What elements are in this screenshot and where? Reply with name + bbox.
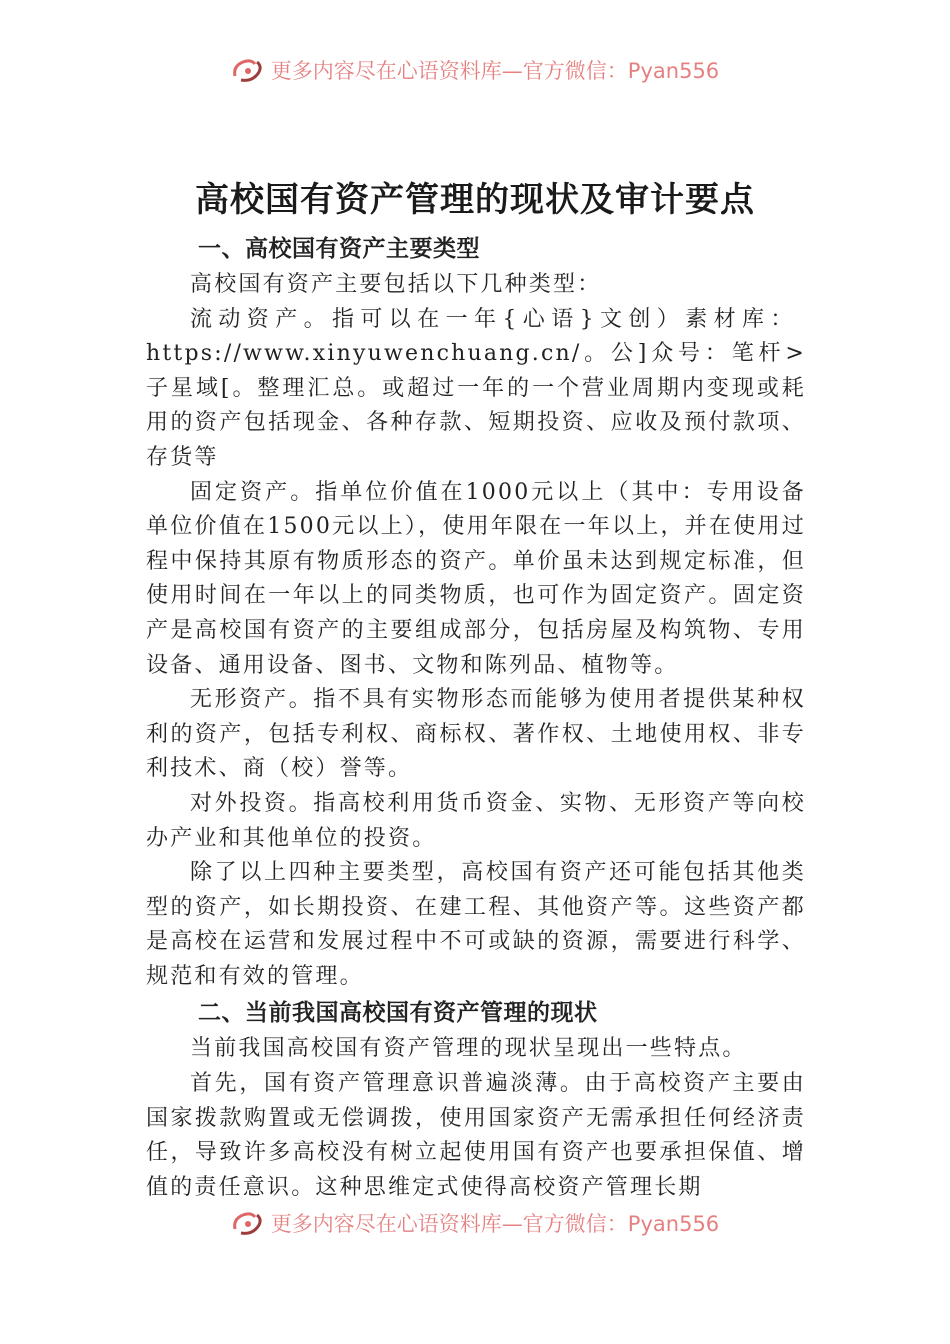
brand-logo-icon — [231, 1209, 265, 1237]
document-body — [146, 230, 806, 1205]
document-title: 高校国有资产管理的现状及审计要点 — [195, 180, 755, 220]
paragraph: 流动资产。指可以在一年{心语}文创）素材库： — [190, 306, 799, 332]
brand-logo-icon — [231, 56, 265, 84]
footer-watermark-banner — [0, 1205, 950, 1241]
section-heading: 一、高校国有资产主要类型 — [198, 236, 480, 262]
paragraph: 首先，国有资产管理意识普遍淡薄。由于高校资产主要由国家拨款购置或无偿调拨，使用国家资产无需承担任何经济责任，导致许多高校没有树立起使用国有资产也要承担保值、增值的责任意识。这种思维定式使得高校资产管理长期 — [146, 1071, 806, 1200]
paragraph: 无形资产。指不具有实物形态而能够为使用者提供某种权利的资产，包括专利权、商标权、著作权、土地使用权、非专利技术、商（校）誉等。 — [146, 687, 806, 782]
section-heading: 二、当前我国高校国有资产管理的现状 — [198, 1000, 598, 1027]
header-watermark-text: 更多内容尽在心语资料库—官方微信：Pyan556 — [270, 59, 720, 83]
header-watermark-banner — [0, 52, 950, 88]
footer-watermark-text: 更多内容尽在心语资料库—官方微信：Pyan556 — [270, 1212, 720, 1236]
paragraph: https://www.xinyuwenchuang.cn/。公]众号：笔杆>子星域[。整理汇总。或超过一年的一个营业周期内变现或耗用的资产包括现金、各种存款、短期投资、应收及预付款项、存货等 — [146, 341, 806, 470]
paragraph: 除了以上四种主要类型，高校国有资产还可能包括其他类型的资产，如长期投资、在建工程、其他资产等。这些资产都是高校在运营和发展过程中不可或缺的资源，需要进行科学、规范和有效的管理。 — [146, 860, 806, 989]
paragraph: 对外投资。指高校利用货币资金、实物、无形资产等向校办产业和其他单位的投资。 — [146, 790, 806, 851]
paragraph: 高校国有资产主要包括以下几种类型： — [190, 272, 602, 297]
paragraph: 固定资产。指单位价值在1000元以上（其中：专用设备单位价值在1500元以上），使用年限在一年以上，并在使用过程中保持其原有物质形态的资产。单价虽未达到规定标准，但使用时间在一年以上的同类物质，也可作为固定资产。固定资产是高校国有资产的主要组成部分，包括房屋及构筑物、专用设备、通用设备、图书、文物和陈列品、植物等。 — [146, 479, 806, 678]
paragraph: 当前我国高校国有资产管理的现状呈现出一些特点。 — [190, 1036, 747, 1062]
